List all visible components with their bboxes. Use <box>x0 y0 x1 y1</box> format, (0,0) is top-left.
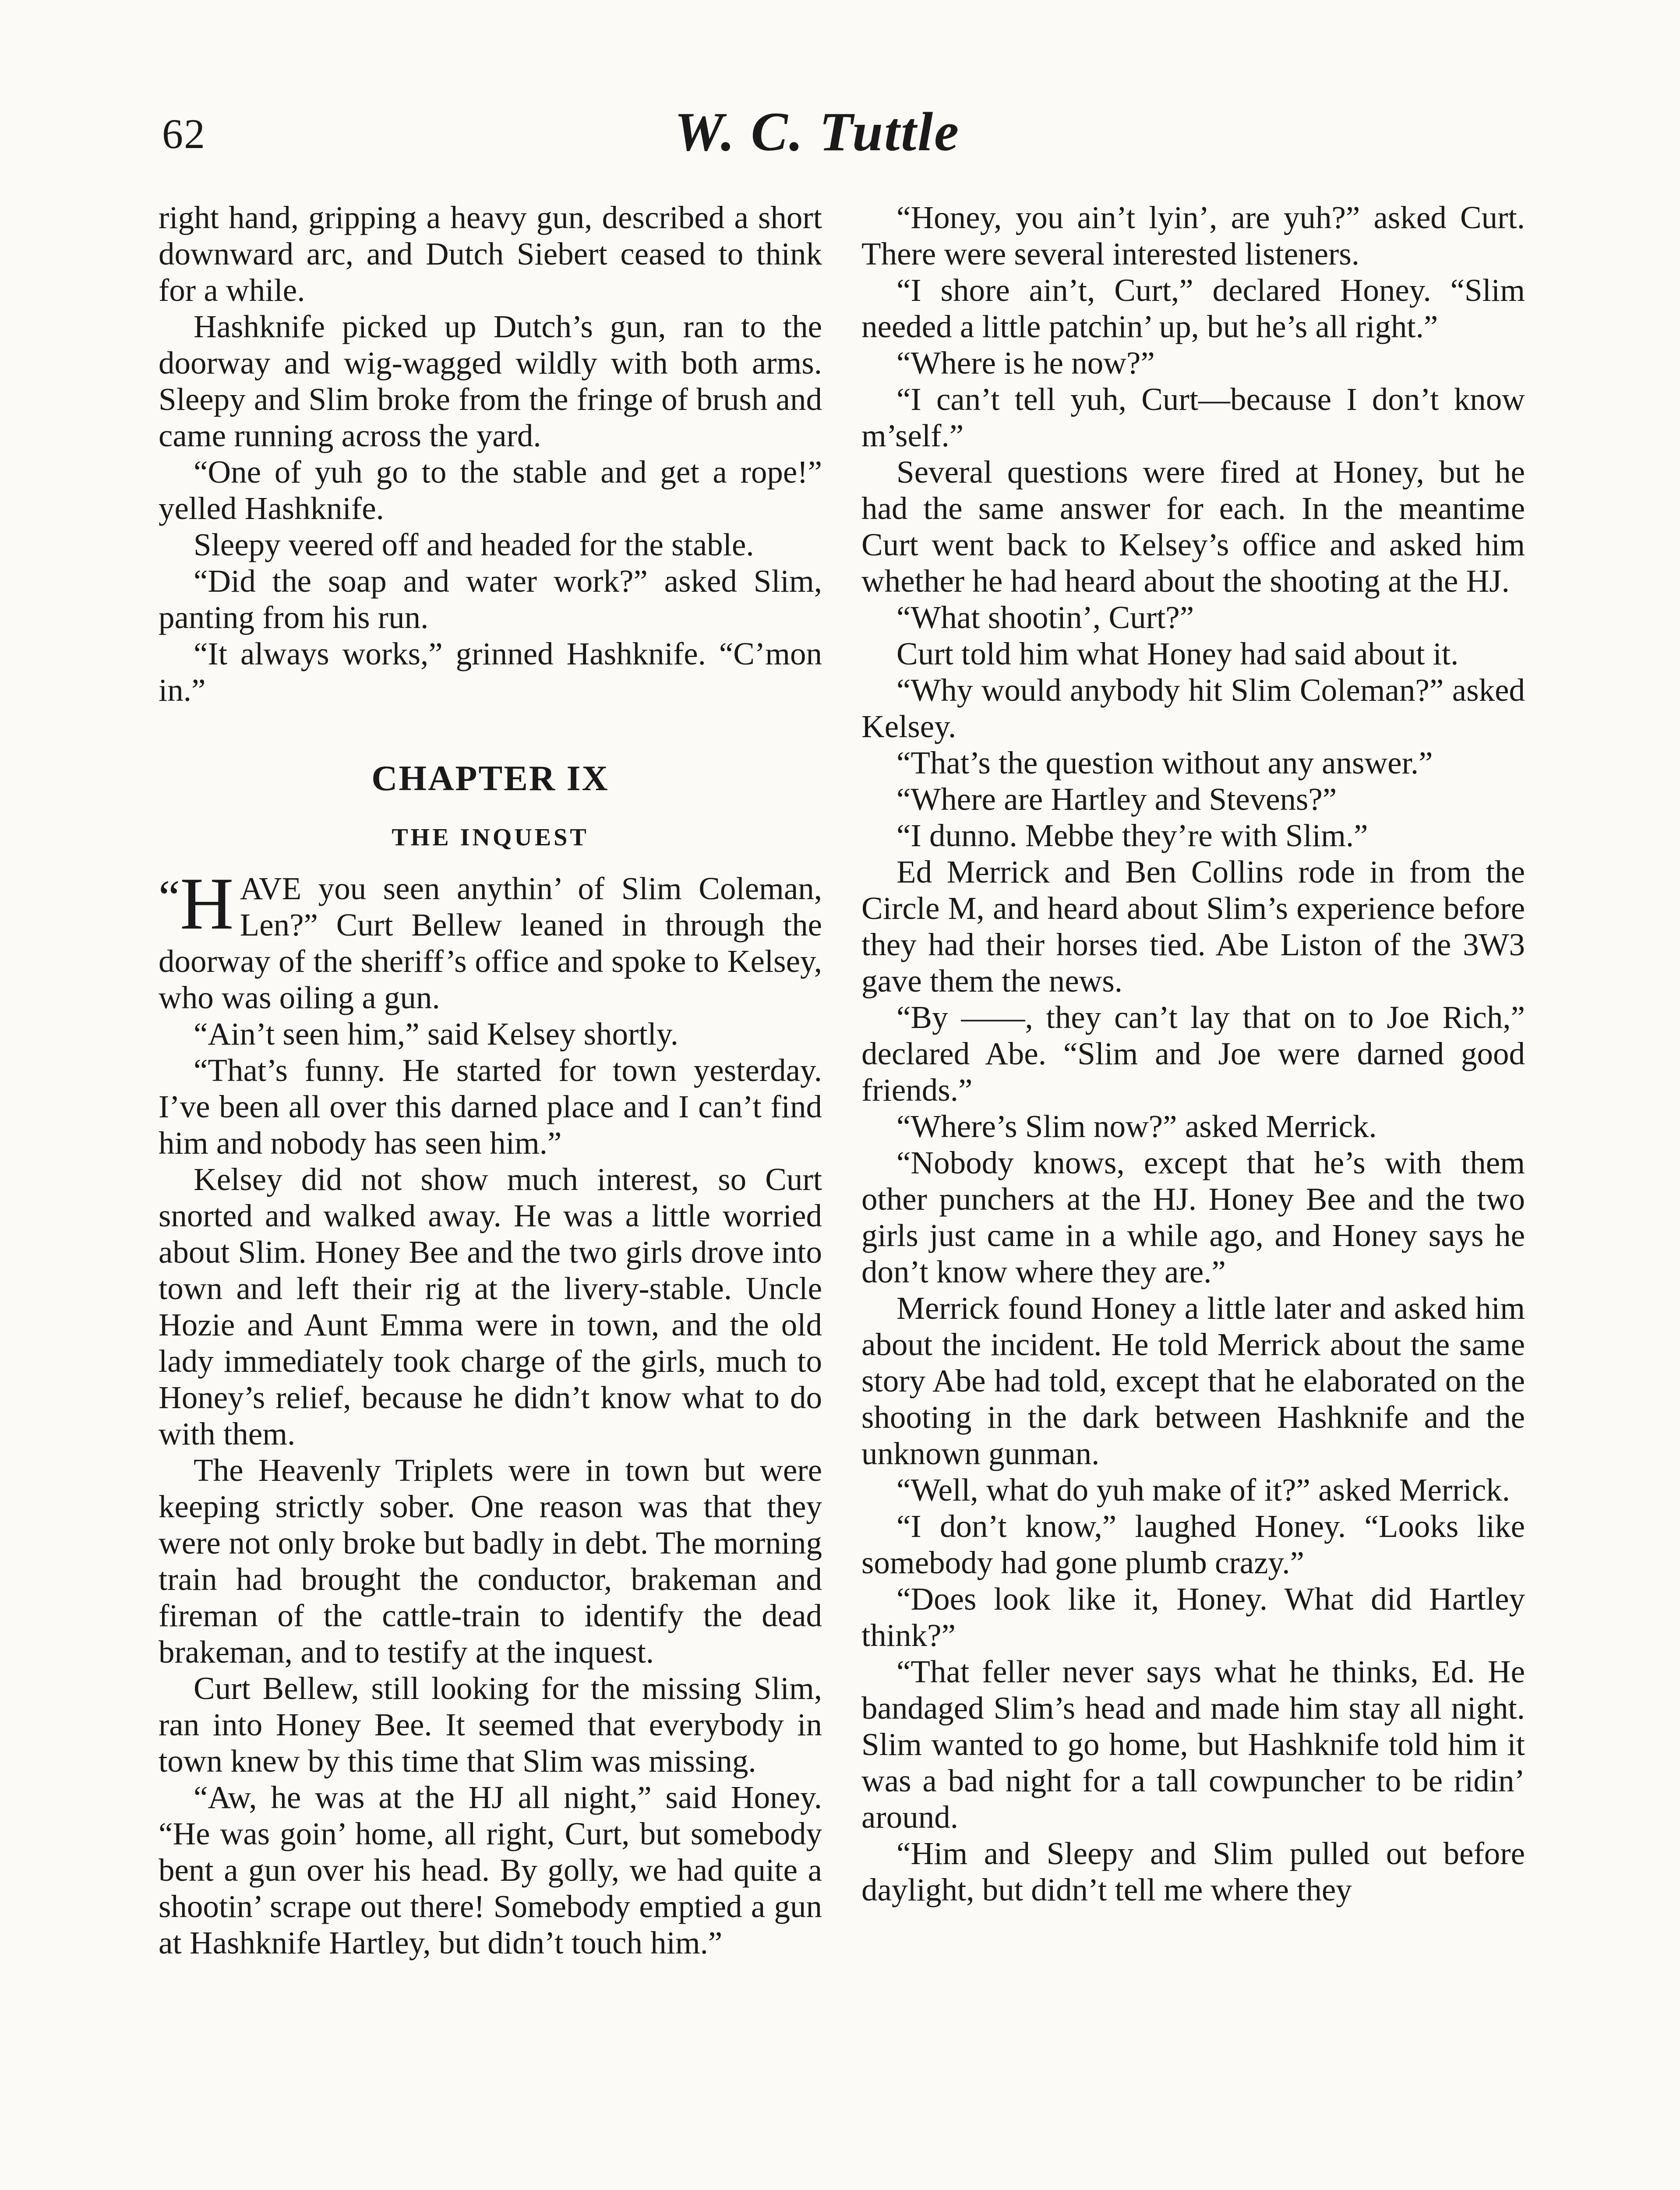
paragraph: Ed Merrick and Ben Collins rode in from the Circle M, and heard about Slim’s experience before they had their horses tied. Abe Liston of the 3W3 gave them the news. <box>861 854 1525 999</box>
paragraph: Curt told him what Honey had said about it. <box>896 636 1459 671</box>
paragraph: Merrick found Honey a little later and asked him about the incident. He told Merrick about the same story Abe had told, except that he elaborated on the shooting in the dark between Hashknife and the unknown gunman. <box>861 1290 1525 1471</box>
left-column <box>159 199 822 1961</box>
paragraph: “Where is he now?” <box>896 345 1155 381</box>
paragraph: “That feller never says what he thinks, Ed. He bandaged Slim’s head and made him stay all night. Slim wanted to go home, but Hashknife told him it was a bad night for a tall cowpuncher to be ridin’ around. <box>861 1654 1525 1835</box>
paragraph: “I can’t tell yuh, Curt—because I don’t know m’self.” <box>861 381 1525 453</box>
paragraph: Sleepy veered off and headed for the stable. <box>194 527 754 562</box>
paragraph: “Where’s Slim now?” asked Merrick. <box>896 1109 1377 1144</box>
paragraph: “Why would anybody hit Slim Coleman?” asked Kelsey. <box>861 672 1525 744</box>
paragraph: “One of yuh go to the stable and get a rope!” yelled Hashknife. <box>159 454 822 526</box>
paragraph: Curt Bellew, still looking for the missing Slim, ran into Honey Bee. It seemed that everybody in town knew by this time that Slim was missing. <box>159 1671 822 1779</box>
paragraph: right hand, gripping a heavy gun, described a short downward arc, and Dutch Siebert ceased to think for a while. <box>159 200 822 308</box>
paragraph: “Ain’t seen him,” said Kelsey shortly. <box>194 1016 678 1052</box>
paragraph: “I shore ain’t, Curt,” declared Honey. “Slim needed a little patchin’ up, but he’s all right.” <box>861 272 1525 344</box>
paragraph: Kelsey did not show much interest, so Curt snorted and walked away. He was a little worried about Slim. Honey Bee and the two girls drove into town and left their rig at the livery-stable. Uncle Hozie and Aunt Emma were in town, and the old lady immediately took charge of the girls, much to Honey’s relief, because he didn’t know what to do with them. <box>159 1162 822 1452</box>
paragraph: “Aw, he was at the HJ all night,” said Honey. “He was goin’ home, all right, Curt, but somebody bent a gun over his head. By golly, we had quite a shootin’ scrape out there! Somebody emptied a gun at Hashknife Hartley, but didn’t touch him.” <box>159 1780 822 1960</box>
paragraph: Several questions were fired at Honey, but he had the same answer for each. In the meantime Curt went back to Kelsey’s office and asked him whether he had heard about the shooting at the HJ. <box>861 454 1525 599</box>
paragraph: “Where are Hartley and Stevens?” <box>896 781 1337 817</box>
right-column <box>861 199 1525 1908</box>
paragraph: “Honey, you ain’t lyin’, are yuh?” asked Curt. There were several interested listeners. <box>861 200 1525 272</box>
paragraph: “Well, what do yuh make of it?” asked Merrick. <box>896 1472 1510 1508</box>
paragraph: “Nobody knows, except that he’s with them other punchers at the HJ. Honey Bee and the two girls just came in a while ago, and Honey says he don’t know where they are.” <box>861 1145 1525 1289</box>
paragraph: “That’s the question without any answer.” <box>896 745 1433 781</box>
opening-text: AVE you seen anythin’ of Slim Coleman, Len?” Curt Bellew leaned in through the doorway of the sheriff’s office and spoke to Kelsey, who was oiling a gun. <box>159 871 822 1015</box>
paragraph: “Does look like it, Honey. What did Hartley think?” <box>861 1581 1525 1653</box>
paragraph: “By ——, they can’t lay that on to Joe Rich,” declared Abe. “Slim and Joe were darned good friends.” <box>861 1000 1525 1108</box>
chapter-opening-paragraph <box>159 862 822 1016</box>
paragraph: “What shootin’, Curt?” <box>896 600 1194 635</box>
chapter-heading: CHAPTER IX <box>371 758 609 798</box>
chapter-subtitle: THE INQUEST <box>392 824 589 851</box>
drop-cap <box>159 862 234 945</box>
paragraph: “That’s funny. He started for town yesterday. I’ve been all over this darned place and I can’t find him and nobody has seen him.” <box>159 1053 822 1161</box>
paragraph: “Him and Sleepy and Slim pulled out before daylight, but didn’t tell me where they <box>861 1836 1525 1907</box>
page-number: 62 <box>162 110 206 157</box>
paragraph: “I dunno. Mebbe they’re with Slim.” <box>896 818 1368 853</box>
running-head-author: W. C. Tuttle <box>674 102 960 162</box>
drop-cap-letter: H <box>180 862 234 945</box>
paragraph: The Heavenly Triplets were in town but were keeping strictly sober. One reason was that they were not only broke but badly in debt. The morning train had brought the conductor, brakeman and fireman of the cattle-train to identify the dead brakeman, and to testify at the inquest. <box>159 1452 822 1670</box>
paragraph: “Did the soap and water work?” asked Slim, panting from his run. <box>159 563 822 635</box>
paragraph: “I don’t know,” laughed Honey. “Looks like somebody had gone plumb crazy.” <box>861 1508 1525 1580</box>
paragraph: Hashknife picked up Dutch’s gun, ran to the doorway and wig-wagged wildly with both arms. Sleepy and Slim broke from the fringe of brush and came running across the yard. <box>159 309 822 453</box>
drop-cap-quote: “ <box>159 870 180 924</box>
paragraph: “It always works,” grinned Hashknife. “C’mon in.” <box>159 636 822 708</box>
page-header <box>0 101 1680 171</box>
